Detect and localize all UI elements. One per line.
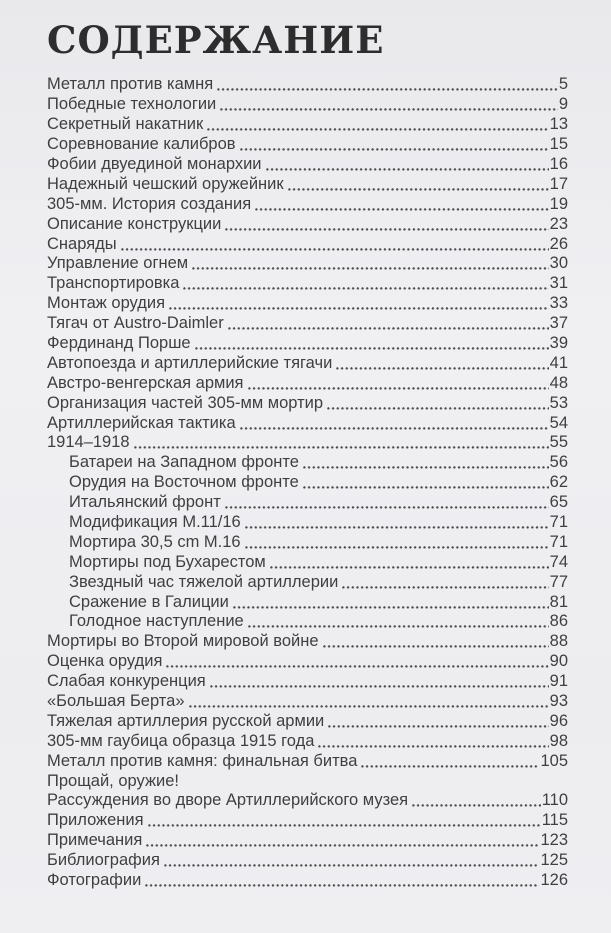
toc-entry-label: Фердинанд Порше <box>47 333 191 352</box>
toc-entry-page: 30 <box>549 254 568 273</box>
toc-entry-page: 98 <box>549 731 568 750</box>
toc-entry-label: Орудия на Восточном фронте <box>69 473 299 492</box>
toc-entry-label: Рассуждения во дворе Артиллерийского музея <box>47 791 409 810</box>
toc-entry-label: 1914–1918 <box>47 433 130 452</box>
toc-leader-dots <box>145 884 539 887</box>
toc-entry <box>47 692 568 712</box>
toc-leader-dots <box>217 88 558 91</box>
toc-leader-dots <box>192 267 549 270</box>
toc-entry-page: 37 <box>549 314 568 333</box>
toc-leader-dots <box>266 168 549 171</box>
toc-entry-label: Оценка орудия <box>47 652 163 671</box>
toc-entry <box>47 115 568 135</box>
toc-entry-label: 305-мм. История создания <box>47 194 252 213</box>
toc-entry <box>47 572 568 592</box>
toc-leader-dots <box>166 665 548 668</box>
toc-leader-dots <box>146 844 539 847</box>
toc-entry <box>47 75 568 95</box>
toc-leader-dots <box>336 367 548 370</box>
toc-entry <box>47 632 568 652</box>
toc-entry-label: Победные технологии <box>47 95 217 114</box>
toc-entry-page: 15 <box>549 135 568 154</box>
toc-entry-page: 17 <box>549 174 568 193</box>
toc-entry-label: Снаряды <box>47 234 117 253</box>
toc-leader-dots <box>255 208 548 211</box>
toc-leader-dots <box>323 645 549 648</box>
toc-entry-page: 33 <box>549 294 568 313</box>
toc-entry-label: Автопоезда и артиллерийские тягачи <box>47 353 333 372</box>
toc-leader-dots <box>134 446 549 449</box>
toc-entry-label: Тяжелая артиллерия русской армии <box>47 711 325 730</box>
toc-entry-page: 126 <box>540 871 568 890</box>
toc-entry <box>47 453 568 473</box>
toc-entry-page: 115 <box>541 811 568 830</box>
toc-entry-label: «Большая Берта» <box>47 692 185 710</box>
toc-entry-page: 71 <box>549 512 568 531</box>
toc-leader-dots <box>270 566 549 569</box>
toc-leader-dots <box>220 108 558 111</box>
toc-leader-dots <box>183 287 548 290</box>
toc-entry-label: Фотографии <box>47 871 142 890</box>
toc-leader-dots <box>225 228 548 231</box>
toc-entry-page: 13 <box>549 115 568 134</box>
toc-entry <box>47 294 568 314</box>
toc-entry-page: 81 <box>549 592 568 611</box>
toc-entry-page: 56 <box>549 453 568 472</box>
toc-leader-dots <box>248 387 549 390</box>
toc-entry-page: 5 <box>558 75 568 94</box>
toc-leader-dots <box>318 745 548 748</box>
toc-entry <box>47 771 568 791</box>
toc-entry-page: 26 <box>549 234 568 253</box>
toc-entry <box>47 254 568 274</box>
toc-entry-page: 41 <box>549 353 568 372</box>
toc-leader-dots <box>240 148 549 151</box>
toc-entry <box>47 194 568 214</box>
toc-entry-label: Секретный накатник <box>47 115 204 134</box>
toc-entry <box>47 334 568 354</box>
toc-entry-label: Транспортировка <box>47 274 180 293</box>
toc-entry-page: 9 <box>558 95 568 114</box>
toc-entry <box>47 672 568 692</box>
toc-entry <box>47 592 568 612</box>
toc-entry-label: Соревнование калибров <box>47 135 236 154</box>
toc-entry-label: Тягач от Austro-Daimler <box>47 314 224 333</box>
toc-leader-dots <box>361 765 539 768</box>
toc-entry-label: Управление огнем <box>47 254 189 273</box>
toc-entry <box>47 731 568 751</box>
toc-entry-label: Фобии двуединой монархии <box>47 154 262 173</box>
toc-leader-dots <box>210 685 549 688</box>
toc-entry-page: 71 <box>549 532 568 551</box>
toc-entry <box>47 712 568 732</box>
toc-leader-dots <box>169 307 549 310</box>
toc-entry <box>47 393 568 413</box>
toc-entry <box>47 234 568 254</box>
toc-entry <box>47 831 568 851</box>
toc-entry-page: 48 <box>549 373 568 392</box>
toc-entry <box>47 612 568 632</box>
toc-leader-dots <box>245 546 549 549</box>
toc-entry-page: 125 <box>540 851 568 870</box>
toc-entry-label: Батареи на Западном фронте <box>69 453 299 472</box>
toc-leader-dots <box>164 864 540 867</box>
toc-entry-label: Описание конструкции <box>47 214 222 233</box>
toc-leader-dots <box>121 248 549 251</box>
toc-entry-page: 53 <box>549 393 568 412</box>
toc-entry <box>47 552 568 572</box>
toc-leader-dots <box>189 705 549 708</box>
toc-entry-page: 16 <box>549 154 568 173</box>
toc-entry-label: 305-мм гаубица образца 1915 года <box>47 731 315 750</box>
toc-entry-label: Монтаж орудия <box>47 294 166 313</box>
toc-entry-page: 23 <box>549 214 568 233</box>
toc-entry-page: 123 <box>540 831 568 850</box>
toc-entry-label: Артиллерийская тактика <box>47 413 236 432</box>
toc-entry-page: 31 <box>549 274 568 293</box>
toc-entry-label: Итальянский фронт <box>69 493 221 512</box>
toc-entry-label: Примечания <box>47 831 143 850</box>
toc-leader-dots <box>207 128 548 131</box>
toc-entry <box>47 532 568 552</box>
toc-list <box>47 75 568 891</box>
toc-leader-dots <box>303 486 549 489</box>
toc-entry <box>47 433 568 453</box>
toc-entry <box>47 214 568 234</box>
toc-leader-dots <box>228 327 549 330</box>
toc-entry-page: 88 <box>549 632 568 651</box>
toc-entry-label: Мортиры под Бухарестом <box>69 552 266 571</box>
toc-leader-dots <box>288 188 549 191</box>
toc-entry <box>47 155 568 175</box>
toc-leader-dots <box>245 526 549 529</box>
toc-leader-dots <box>342 586 548 589</box>
toc-entry <box>47 871 568 891</box>
toc-entry-label: Сражение в Галиции <box>69 592 229 611</box>
toc-entry-page: 93 <box>549 692 568 710</box>
toc-entry <box>47 413 568 433</box>
toc-entry <box>47 811 568 831</box>
toc-entry-page: 86 <box>549 612 568 631</box>
toc-entry-page: 39 <box>549 333 568 352</box>
toc-entry-page: 90 <box>549 652 568 671</box>
toc-leader-dots <box>148 824 541 827</box>
toc-entry-label: Надежный чешский оружейник <box>47 174 284 193</box>
page-title: СОДЕРЖАНИЕ <box>47 18 385 62</box>
toc-entry-label: Металл против камня <box>47 75 214 94</box>
toc-leader-dots <box>240 427 549 430</box>
toc-entry <box>47 135 568 155</box>
toc-entry <box>47 652 568 672</box>
toc-leader-dots <box>233 606 549 609</box>
toc-entry-label: Модификация М.11/16 <box>69 512 241 531</box>
toc-entry <box>47 274 568 294</box>
toc-leader-dots <box>225 506 549 509</box>
toc-entry-page: 110 <box>541 791 568 810</box>
toc-entry <box>47 95 568 115</box>
toc-leader-dots <box>327 407 549 410</box>
toc-entry <box>47 791 568 811</box>
toc-entry <box>47 513 568 533</box>
toc-leader-dots <box>248 625 549 628</box>
toc-entry-label: Слабая конкуренция <box>47 672 206 691</box>
toc-entry <box>47 353 568 373</box>
toc-entry-label: Прощай, оружие! <box>47 771 179 790</box>
toc-entry-page: 105 <box>540 751 568 770</box>
toc-entry-label: Голодное наступление <box>69 612 244 631</box>
toc-entry <box>47 373 568 393</box>
toc-entry-label: Мортиры во Второй мировой войне <box>47 632 319 651</box>
toc-leader-dots <box>412 804 541 807</box>
toc-leader-dots <box>303 466 549 469</box>
toc-entry-page: 19 <box>549 194 568 213</box>
toc-leader-dots <box>328 725 548 728</box>
toc-entry <box>47 473 568 493</box>
toc-entry <box>47 851 568 871</box>
toc-entry-page: 65 <box>549 493 568 512</box>
toc-entry-label: Звездный час тяжелой артиллерии <box>69 572 339 591</box>
toc-entry <box>47 174 568 194</box>
toc-entry-page: 74 <box>549 552 568 571</box>
toc-entry <box>47 493 568 513</box>
toc-entry-page: 62 <box>549 473 568 492</box>
toc-entry-label: Организация частей 305-мм мортир <box>47 393 324 412</box>
toc-entry-label: Металл против камня: финальная битва <box>47 751 358 770</box>
toc-entry <box>47 751 568 771</box>
toc-leader-dots <box>195 347 549 350</box>
toc-entry-page: 91 <box>549 672 568 691</box>
toc-entry <box>47 314 568 334</box>
toc-entry-label: Австро-венгерская армия <box>47 373 244 392</box>
toc-entry-label: Библиография <box>47 851 160 870</box>
toc-entry-label: Приложения <box>47 811 144 830</box>
toc-entry-page: 54 <box>549 413 568 432</box>
toc-entry-page: 77 <box>549 572 568 591</box>
toc-entry-page: 96 <box>549 711 568 730</box>
toc-entry-label: Мортира 30,5 cm M.16 <box>69 532 241 551</box>
toc-entry-page: 55 <box>549 433 568 452</box>
